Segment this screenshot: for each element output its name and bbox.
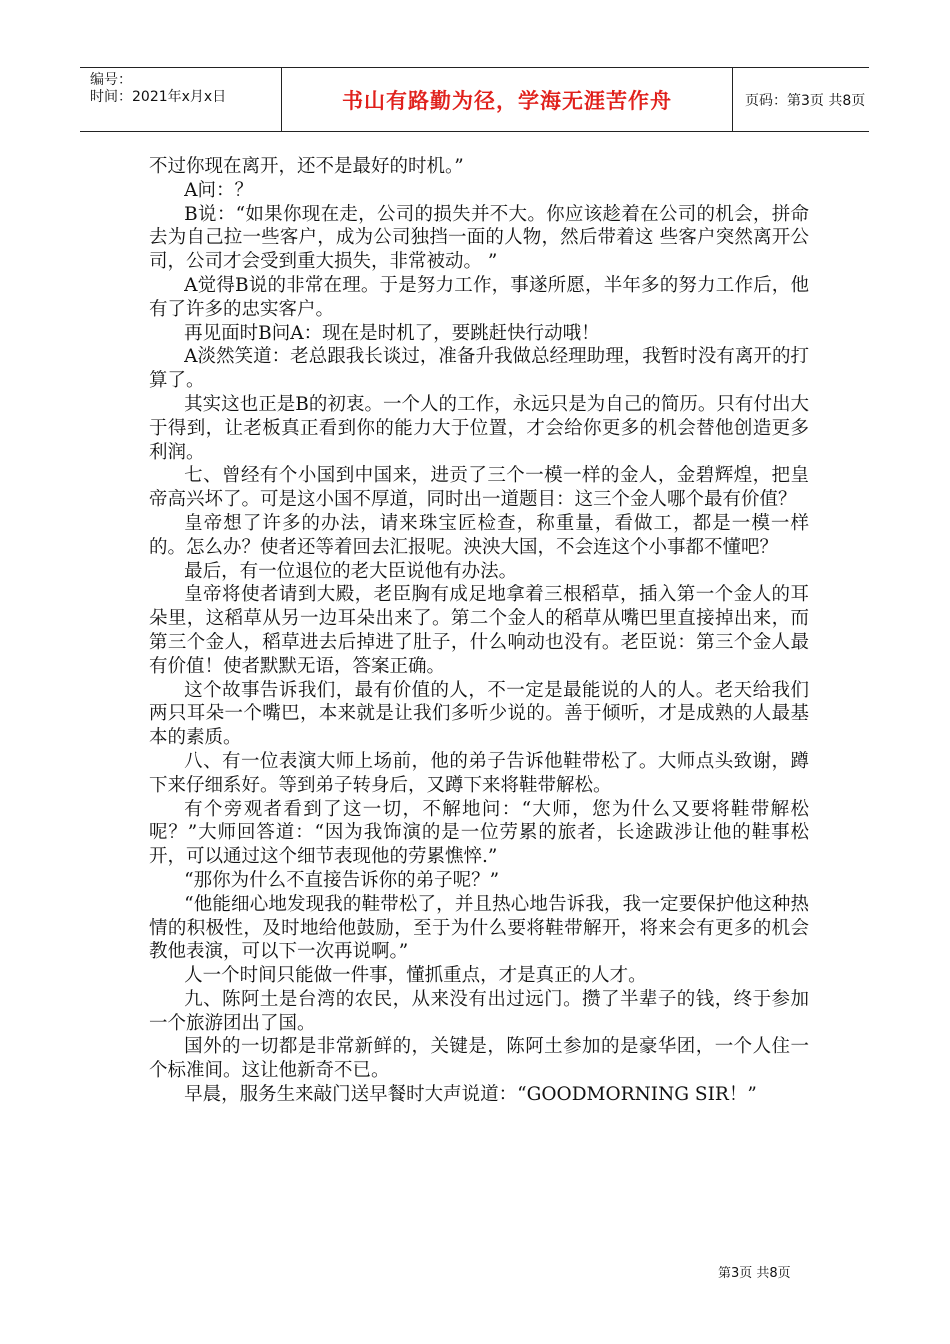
paragraph: 早晨，服务生来敲门送早餐时大声说道：“GOODMORNING SIR！” <box>184 1084 757 1106</box>
paragraph: 八、有一位表演大师上场前，他的弟子告诉他鞋带松了。大师点头致谢，蹲下来仔细系好。等到弟子转身后，又蹲下来将鞋带解松。 <box>149 750 809 796</box>
document-body <box>149 155 809 1107</box>
paragraph: 国外的一切都是非常新鲜的，关键是，陈阿土参加的是豪华团，一个人住一个标准间。这让他新奇不已。 <box>149 1036 809 1082</box>
paragraph: 七、曾经有个小国到中国来，进贡了三个一模一样的金人，金碧辉煌，把皇帝高兴坏了。可是这小国不厚道，同时出一道题目：这三个金人哪个最有价值？ <box>149 465 809 511</box>
page-footer <box>718 1262 791 1281</box>
paragraph: “他能细心地发现我的鞋带松了，并且热心地告诉我，我一定要保护他这种热情的积极性，及时地给他鼓励，至于为什么要将鞋带解开，将来会有更多的机会教他表演，可以下一次再说啊。” <box>149 893 809 963</box>
paragraph: A觉得B说的非常在理。于是努力工作，事遂所愿，半年多的努力工作后，他有了许多的忠实客户。 <box>149 274 809 320</box>
motto-text: 书山有路勤为径，学海无涯苦作舟 <box>342 88 672 113</box>
paragraph: A问：？ <box>184 179 254 201</box>
header-meta <box>80 68 282 131</box>
date-label: 时间：2021年x月x日 <box>90 89 227 105</box>
header-page-number: 页码：第3页 共8页 <box>745 92 866 109</box>
paragraph: A淡然笑道：老总跟我长谈过，准备升我做总经理助理，我暂时没有离开的打算了。 <box>149 346 809 392</box>
paragraph: 人一个时间只能做一件事，懂抓重点，才是真正的人才。 <box>184 965 647 987</box>
paragraph: 其实这也正是B的初衷。一个人的工作，永远只是为自己的简历。只有付出大于得到，让老板真正看到你的能力大于位置，才会给你更多的机会替他创造更多利润。 <box>149 393 809 463</box>
paragraph: “那你为什么不直接告诉你的弟子呢？” <box>184 869 500 891</box>
paragraph: 最后，有一位退位的老大臣说他有办法。 <box>184 560 518 582</box>
header-motto-cell <box>282 68 733 131</box>
paragraph: 皇帝将使者请到大殿，老臣胸有成足地拿着三根稻草，插入第一个金人的耳朵里，这稻草从另一边耳朵出来了。第二个金人的稻草从嘴巴里直接掉出来，而第三个金人，稻草进去后掉进了肚子，什么响动也没有。老臣说：第三个金人最有价值！使者默默无语，答案正确。 <box>149 584 809 677</box>
page-header <box>80 67 869 132</box>
paragraph: 再见面时B问A：现在是时机了，要跳赶快行动哦！ <box>184 322 600 344</box>
serial-number-label: 编号： <box>90 72 132 88</box>
paragraph: 皇帝想了许多的办法，请来珠宝匠检查，称重量，看做工，都是一模一样的。怎么办？使者还等着回去汇报呢。泱泱大国，不会连这个小事都不懂吧？ <box>149 512 809 558</box>
paragraph: 有个旁观者看到了这一切，不解地问：“大师，您为什么又要将鞋带解松呢？”大师回答道：“因为我饰演的是一位劳累的旅者，长途跋涉让他的鞋事松开，可以通过这个细节表现他的劳累憔悴.” <box>149 798 809 868</box>
footer-page-number: 第3页 共8页 <box>718 1266 791 1281</box>
paragraph: 这个故事告诉我们，最有价值的人，不一定是最能说的人的人。老天给我们两只耳朵一个嘴巴，本来就是让我们多听少说的。善于倾听，才是成熟的人最基本的素质。 <box>149 679 809 749</box>
paragraph: 不过你现在离开，还不是最好的时机。” <box>149 156 464 177</box>
header-page-cell <box>733 68 869 131</box>
paragraph: B说：“如果你现在走，公司的损失并不大。你应该趁着在公司的机会，拼命去为自己拉一些客户，成为公司独挡一面的人物，然后带着这 些客户突然离开公司，公司才会受到重大损失，非常被动。 ” <box>149 203 809 273</box>
paragraph: 九、陈阿土是台湾的农民，从来没有出过远门。攒了半辈子的钱，终于参加一个旅游团出了国。 <box>149 988 809 1034</box>
